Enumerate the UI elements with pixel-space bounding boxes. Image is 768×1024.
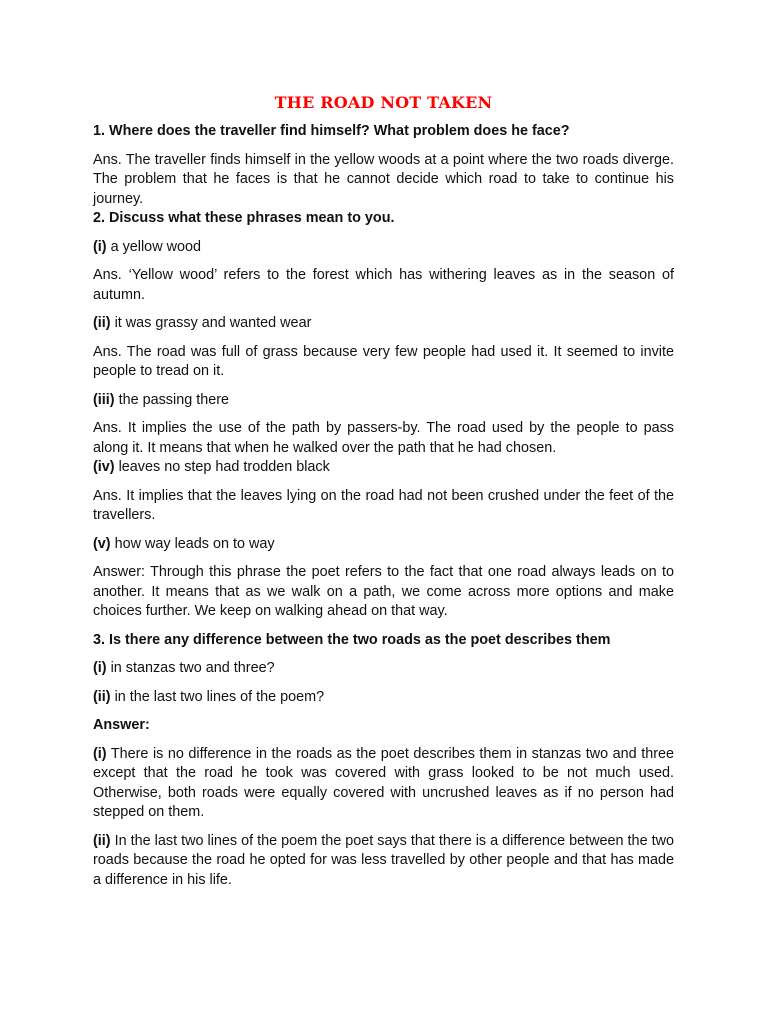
phrase-number: (iii) xyxy=(93,391,115,408)
phrase-number: (iv) xyxy=(93,459,115,475)
phrase-number: (ii) xyxy=(93,315,111,331)
part-text: in the last two lines of the poem? xyxy=(110,688,325,705)
answer-phrase-i: Ans. ‘Yellow wood’ refers to the forest which has withering leaves as in the season of autumn. xyxy=(93,267,674,303)
phrase-number: (i) xyxy=(93,238,107,255)
answer-1: Ans. The traveller finds himself in the yellow woods at a point where the two roads diverge. The problem that he faces is that he cannot decide which road to take to continue his journey. xyxy=(93,151,674,207)
question-3-part-i xyxy=(93,659,674,679)
part-number: (ii) xyxy=(93,832,111,849)
phrase-v xyxy=(93,535,674,555)
part-number: (ii) xyxy=(93,688,111,705)
question-3-part-ii xyxy=(93,688,674,708)
phrase-text: how way leads on to way xyxy=(110,535,275,552)
phrase-number: (v) xyxy=(93,535,111,552)
answer-phrase-iv: Ans. It implies that the leaves lying on the road had not been crushed under the feet of the travellers. xyxy=(93,487,674,523)
document-page xyxy=(93,92,674,899)
question-1: 1. Where does the traveller find himself? What problem does he face? xyxy=(93,123,570,139)
answer-3-part-i xyxy=(93,745,674,823)
document-title: THE ROAD NOT TAKEN xyxy=(274,93,493,112)
answer-3-part-ii xyxy=(93,832,674,891)
question-3: 3. Is there any difference between the two roads as the poet describes them xyxy=(93,631,611,648)
phrase-text: it was grassy and wanted wear xyxy=(110,315,312,331)
part-number: (i) xyxy=(93,745,107,762)
answer-text: In the last two lines of the poem the poet says that there is a difference between the two roads because the road he opted for was less travelled by other people and that has made a difference in his life. xyxy=(93,832,674,888)
phrase-text: leaves no step had trodden black xyxy=(114,459,330,475)
answer-label: Answer: xyxy=(93,717,150,733)
part-text: in stanzas two and three? xyxy=(106,660,275,676)
answer-phrase-iii: Ans. It implies the use of the path by passers-by. The road used by the people to pass along it. It means that when he walked over the path that he had chosen. xyxy=(93,420,674,456)
answer-text: There is no difference in the roads as the poet describes them in stanzas two and three except that the road he took was covered with grass looked to be not much used. Otherwise, both roads were equally covered with uncrushed leaves as if no person had stepped on them. xyxy=(93,745,674,820)
part-number: (i) xyxy=(93,660,107,676)
phrase-iii xyxy=(93,391,674,411)
phrase-text: the passing there xyxy=(114,391,229,408)
phrase-text: a yellow wood xyxy=(106,238,201,255)
phrase-iv xyxy=(93,458,674,478)
phrase-ii xyxy=(93,314,674,334)
question-2: 2. Discuss what these phrases mean to you. xyxy=(93,210,395,226)
answer-phrase-v: Answer: Through this phrase the poet refers to the fact that one road always leads on to another. It means that as we walk on a path, we come across more options and make choices further. We keep on walking ahead on that way. xyxy=(93,564,674,619)
phrase-i xyxy=(93,238,674,258)
answer-phrase-ii: Ans. The road was full of grass because very few people had used it. It seemed to invite people to tread on it. xyxy=(93,343,674,379)
